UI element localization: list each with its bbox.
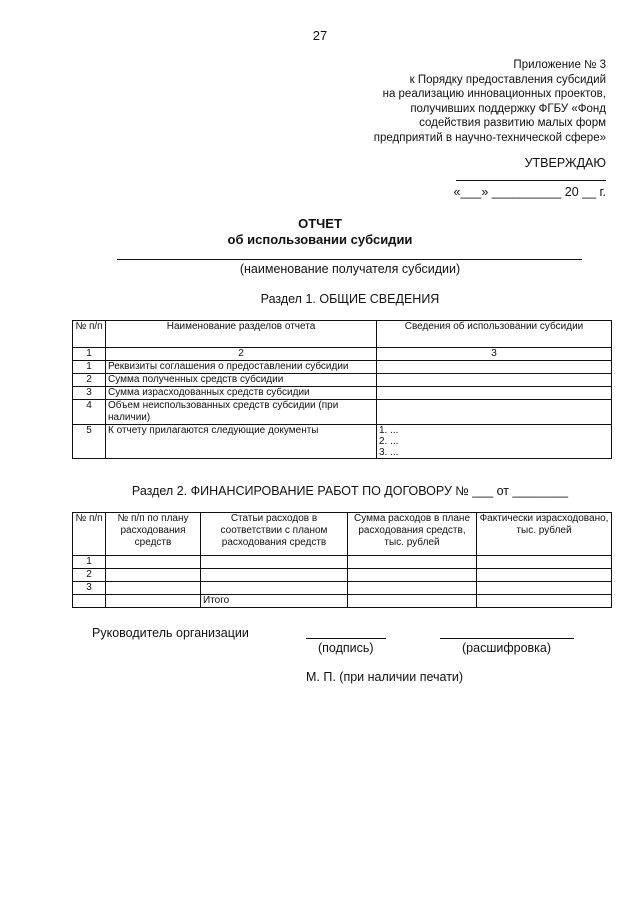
cell[interactable] [201, 582, 348, 595]
document-title [0, 216, 640, 248]
approval-signature-line [456, 180, 606, 181]
row-value[interactable] [377, 387, 612, 400]
row-num: 1 [73, 361, 106, 374]
column-number: 2 [106, 348, 377, 361]
table-header-row [73, 513, 612, 556]
header-section-name: Наименование разделов отчета [106, 321, 377, 348]
signature-label: Руководитель организации [92, 626, 249, 640]
table-row [73, 374, 612, 387]
row-value[interactable] [377, 361, 612, 374]
signature-caption: (подпись) [318, 641, 374, 655]
cell[interactable] [201, 556, 348, 569]
row-name: Реквизиты соглашения о предоставлении субсидии [106, 361, 377, 374]
total-row [73, 595, 612, 608]
section1-title: Раздел 1. ОБЩИЕ СВЕДЕНИЯ [260, 292, 440, 306]
row-num: 2 [73, 374, 106, 387]
header-num: № п/п [73, 513, 106, 556]
header-planned-amount: Сумма расходов в плане расходования средств, тыс. рублей [348, 513, 477, 556]
cell [73, 595, 106, 608]
documents-list[interactable] [377, 425, 612, 459]
appendix-line: на реализацию инновационных проектов, [382, 88, 606, 100]
row-value[interactable] [377, 400, 612, 425]
approval-date: «___» __________ 20 __ г. [453, 185, 606, 199]
column-number-row [73, 348, 612, 361]
table-row [73, 387, 612, 400]
cell[interactable] [201, 569, 348, 582]
row-num: 3 [73, 387, 106, 400]
row-num: 5 [73, 425, 106, 459]
row-name: Объем неиспользованных средств субсидии (при наличии) [106, 400, 377, 425]
cell[interactable] [348, 582, 477, 595]
column-number: 1 [73, 348, 106, 361]
recipient-caption: (наименование получателя субсидии) [239, 262, 461, 276]
appendix-line: получивших поддержку ФГБУ «Фонд [410, 102, 606, 115]
appendix-header [306, 58, 606, 145]
cell[interactable] [348, 569, 477, 582]
table-row [73, 400, 612, 425]
header-info: Сведения об использовании субсидии [377, 321, 612, 348]
recipient-name-line [117, 259, 582, 260]
financing-table [72, 512, 612, 608]
header-actual-spent: Фактически израсходовано, тыс. рублей [477, 513, 612, 556]
row-name: Сумма полученных средств субсидии [106, 374, 377, 387]
cell[interactable] [348, 556, 477, 569]
column-number: 3 [377, 348, 612, 361]
decode-caption: (расшифровка) [462, 641, 552, 655]
row-num: 2 [73, 569, 106, 582]
row-num: 4 [73, 400, 106, 425]
table-header-row [73, 321, 612, 348]
cell[interactable] [106, 556, 201, 569]
appendix-line: к Порядку предоставления субсидий [409, 73, 606, 86]
table-row [73, 556, 612, 569]
total-actual[interactable] [477, 595, 612, 608]
table-row [73, 582, 612, 595]
document-item: 2. ... [379, 436, 399, 447]
header-plan-num: № п/п по плану расходования средств [106, 513, 201, 556]
signature-line [306, 638, 386, 639]
cell[interactable] [106, 569, 201, 582]
decode-line [440, 638, 574, 639]
stamp-note: М. П. (при наличии печати) [306, 670, 464, 684]
total-label: Итого [201, 595, 348, 608]
appendix-line: предприятий в научно-технической сфере» [373, 131, 606, 144]
row-value[interactable] [377, 374, 612, 387]
table-row [73, 425, 612, 459]
header-expense-items: Статьи расходов в соответствии с планом расходования средств [201, 513, 348, 556]
approval-label: УТВЕРЖДАЮ [524, 156, 606, 170]
row-num: 1 [73, 556, 106, 569]
title-line-1: ОТЧЕТ [298, 216, 342, 231]
cell [106, 595, 201, 608]
general-info-table [72, 320, 612, 459]
section2-title: Раздел 2. ФИНАНСИРОВАНИЕ РАБОТ ПО ДОГОВОРУ № ___ от ________ [131, 484, 569, 498]
row-name: Сумма израсходованных средств субсидии [106, 387, 377, 400]
title-line-2: об использовании субсидии [227, 232, 413, 247]
cell[interactable] [477, 582, 612, 595]
appendix-line: содействия развитию малых форм [419, 117, 606, 129]
total-planned[interactable] [348, 595, 477, 608]
header-num: № п/п [73, 321, 106, 348]
cell[interactable] [106, 582, 201, 595]
cell[interactable] [477, 569, 612, 582]
row-name: К отчету прилагаются следующие документы [106, 425, 377, 459]
page-number: 27 [312, 28, 328, 43]
cell[interactable] [477, 556, 612, 569]
appendix-line: Приложение № 3 [513, 59, 606, 71]
document-item: 1. ... [379, 425, 399, 436]
table-row [73, 569, 612, 582]
table-row [73, 361, 612, 374]
row-num: 3 [73, 582, 106, 595]
document-item: 3. ... [379, 447, 399, 458]
